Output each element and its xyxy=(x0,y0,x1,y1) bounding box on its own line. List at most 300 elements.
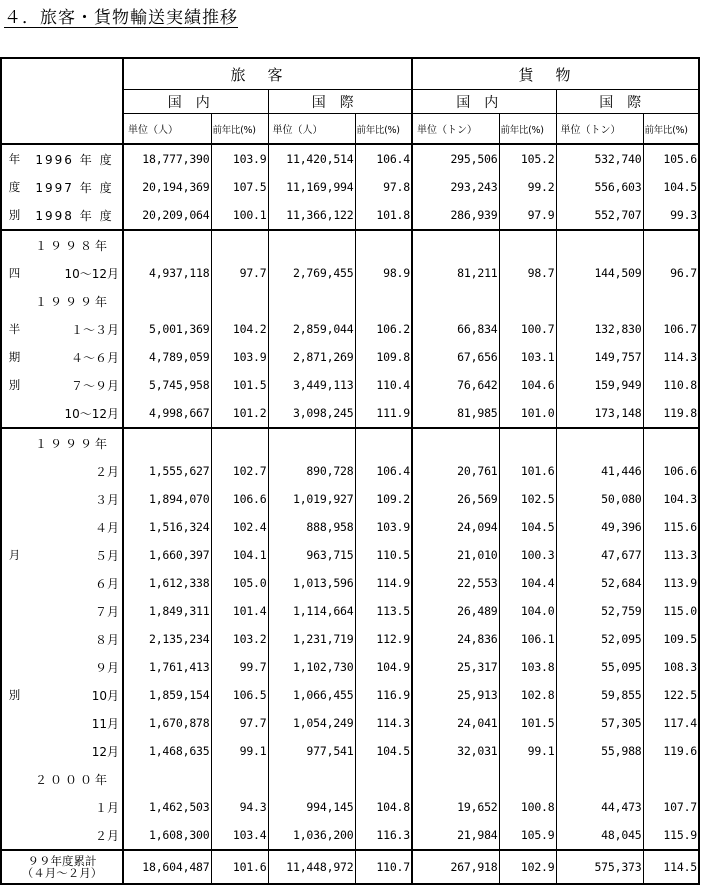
data-cell: 109.2 xyxy=(355,485,412,513)
data-cell xyxy=(123,428,211,457)
data-cell: 20,209,064 xyxy=(123,201,211,230)
data-cell: 20,194,369 xyxy=(123,173,211,201)
data-cell: 1,608,300 xyxy=(123,821,211,850)
data-cell: 100.8 xyxy=(499,793,556,821)
data-cell: 103.1 xyxy=(499,343,556,371)
data-cell xyxy=(556,287,643,315)
data-cell xyxy=(123,287,211,315)
data-cell: 2,859,044 xyxy=(268,315,355,343)
data-cell: 1,516,324 xyxy=(123,513,211,541)
corner-cell xyxy=(1,58,123,144)
data-cell: 66,834 xyxy=(412,315,499,343)
data-cell: 104.8 xyxy=(355,793,412,821)
data-cell: 2,135,234 xyxy=(123,625,211,653)
data-cell: 114.3 xyxy=(643,343,699,371)
data-cell: 99.7 xyxy=(211,653,268,681)
total-label-line2: （４月～２月） xyxy=(21,866,103,880)
data-cell: 286,939 xyxy=(412,201,499,230)
data-cell: 119.6 xyxy=(643,737,699,765)
total-label-line1: ９９年度累計 xyxy=(27,854,97,868)
data-cell: 108.3 xyxy=(643,653,699,681)
table-row xyxy=(1,681,699,709)
data-cell xyxy=(643,287,699,315)
data-cell xyxy=(123,230,211,259)
yoy-header: 前年比(%) xyxy=(211,114,268,145)
data-cell: 1,231,719 xyxy=(268,625,355,653)
data-cell: 103.4 xyxy=(211,821,268,850)
data-cell xyxy=(412,230,499,259)
data-cell xyxy=(556,765,643,793)
data-cell: 11,169,994 xyxy=(268,173,355,201)
data-cell: 109.5 xyxy=(643,625,699,653)
row-label: ４～６月 xyxy=(27,343,123,371)
data-cell: 122.5 xyxy=(643,681,699,709)
data-cell: 102.4 xyxy=(211,513,268,541)
data-cell: 96.7 xyxy=(643,259,699,287)
data-cell: 110.8 xyxy=(643,371,699,399)
table-row xyxy=(1,343,699,371)
data-cell: 113.9 xyxy=(643,569,699,597)
data-cell xyxy=(499,287,556,315)
table-row xyxy=(1,569,699,597)
data-cell: 18,604,487 xyxy=(123,850,211,884)
data-cell: 106.5 xyxy=(211,681,268,709)
data-cell xyxy=(268,230,355,259)
table-row xyxy=(1,144,699,173)
total-row xyxy=(1,850,699,884)
table-row xyxy=(1,287,699,315)
data-cell: 44,473 xyxy=(556,793,643,821)
table-row xyxy=(1,513,699,541)
data-cell: 101.6 xyxy=(499,457,556,485)
data-cell: 11,448,972 xyxy=(268,850,355,884)
data-cell: 55,988 xyxy=(556,737,643,765)
category-char xyxy=(1,399,27,428)
page-title: ４．旅客・貨物輸送実績推移 xyxy=(4,8,238,28)
category-char xyxy=(1,653,27,681)
data-cell: 104.5 xyxy=(499,513,556,541)
data-cell xyxy=(499,428,556,457)
row-label: 1997 年 度 xyxy=(27,173,123,201)
data-cell: 104.5 xyxy=(643,173,699,201)
row-label: ２月 xyxy=(27,821,123,850)
table-row xyxy=(1,315,699,343)
category-char xyxy=(1,230,27,259)
data-cell: 22,553 xyxy=(412,569,499,597)
category-char xyxy=(1,457,27,485)
data-cell: 116.3 xyxy=(355,821,412,850)
data-cell: 1,660,397 xyxy=(123,541,211,569)
data-cell xyxy=(123,765,211,793)
category-char xyxy=(1,793,27,821)
data-cell: 532,740 xyxy=(556,144,643,173)
data-cell xyxy=(355,765,412,793)
data-cell: 5,001,369 xyxy=(123,315,211,343)
data-cell: 114.9 xyxy=(355,569,412,597)
data-cell: 26,489 xyxy=(412,597,499,625)
data-cell: 552,707 xyxy=(556,201,643,230)
data-cell: 100.7 xyxy=(499,315,556,343)
table-row xyxy=(1,737,699,765)
data-cell xyxy=(643,765,699,793)
category-char xyxy=(1,625,27,653)
row-label: ２月 xyxy=(27,457,123,485)
data-cell: 3,449,113 xyxy=(268,371,355,399)
data-cell xyxy=(211,765,268,793)
cargo-header: 貨物 xyxy=(412,58,699,90)
data-cell: 101.8 xyxy=(355,201,412,230)
data-cell: 132,830 xyxy=(556,315,643,343)
data-cell: 105.2 xyxy=(499,144,556,173)
row-label: １～３月 xyxy=(27,315,123,343)
row-label: 1996 年 度 xyxy=(27,144,123,173)
data-cell: 293,243 xyxy=(412,173,499,201)
table-row xyxy=(1,371,699,399)
data-cell: 1,054,249 xyxy=(268,709,355,737)
data-cell xyxy=(643,230,699,259)
unit-header: 単位（人） xyxy=(268,114,355,145)
data-cell: 99.1 xyxy=(211,737,268,765)
passenger-domestic-header: 国内 xyxy=(123,90,268,114)
table-row xyxy=(1,821,699,850)
data-cell: 104.0 xyxy=(499,597,556,625)
data-cell: 104.4 xyxy=(499,569,556,597)
data-cell: 1,019,927 xyxy=(268,485,355,513)
data-cell: 102.5 xyxy=(499,485,556,513)
data-cell: 99.3 xyxy=(643,201,699,230)
data-cell: 117.4 xyxy=(643,709,699,737)
data-cell: 1,468,635 xyxy=(123,737,211,765)
passenger-header: 旅客 xyxy=(123,58,412,90)
data-cell: 99.2 xyxy=(499,173,556,201)
data-cell: 994,145 xyxy=(268,793,355,821)
data-cell: 101.6 xyxy=(211,850,268,884)
unit-header: 単位（トン） xyxy=(412,114,499,145)
category-char xyxy=(1,597,27,625)
row-label: 10月 xyxy=(27,681,123,709)
data-cell: 4,937,118 xyxy=(123,259,211,287)
data-cell: 97.7 xyxy=(211,259,268,287)
data-cell: 81,985 xyxy=(412,399,499,428)
data-cell: 114.3 xyxy=(355,709,412,737)
data-cell: 1,102,730 xyxy=(268,653,355,681)
row-label: １９９８年 xyxy=(27,230,123,259)
data-cell: 111.9 xyxy=(355,399,412,428)
row-label: ８月 xyxy=(27,625,123,653)
data-cell: 98.7 xyxy=(499,259,556,287)
data-cell xyxy=(211,287,268,315)
data-cell: 107.7 xyxy=(643,793,699,821)
data-cell: 106.2 xyxy=(355,315,412,343)
data-cell: 76,642 xyxy=(412,371,499,399)
data-cell: 4,789,059 xyxy=(123,343,211,371)
data-cell: 102.8 xyxy=(499,681,556,709)
data-cell: 890,728 xyxy=(268,457,355,485)
table-row xyxy=(1,457,699,485)
data-cell: 21,010 xyxy=(412,541,499,569)
row-label: １９９９年 xyxy=(27,428,123,457)
data-cell: 67,656 xyxy=(412,343,499,371)
category-char: 度 xyxy=(1,173,27,201)
data-cell xyxy=(355,428,412,457)
data-cell: 1,013,596 xyxy=(268,569,355,597)
table-row xyxy=(1,485,699,513)
data-cell: 295,506 xyxy=(412,144,499,173)
data-cell: 115.0 xyxy=(643,597,699,625)
data-cell: 103.9 xyxy=(211,144,268,173)
row-label: ５月 xyxy=(27,541,123,569)
data-cell: 101.5 xyxy=(499,709,556,737)
table-row xyxy=(1,230,699,259)
row-label: 10～12月 xyxy=(27,259,123,287)
table-row xyxy=(1,173,699,201)
data-cell: 119.8 xyxy=(643,399,699,428)
data-cell: 41,446 xyxy=(556,457,643,485)
unit-header: 単位（トン） xyxy=(556,114,643,145)
data-cell: 888,958 xyxy=(268,513,355,541)
data-cell xyxy=(211,230,268,259)
data-cell xyxy=(268,287,355,315)
row-label: ７月 xyxy=(27,597,123,625)
table-row xyxy=(1,625,699,653)
data-cell: 105.0 xyxy=(211,569,268,597)
data-cell: 97.8 xyxy=(355,173,412,201)
category-char xyxy=(1,513,27,541)
category-char xyxy=(1,287,27,315)
data-cell: 106.6 xyxy=(643,457,699,485)
data-cell xyxy=(499,765,556,793)
data-cell: 104.6 xyxy=(499,371,556,399)
data-cell: 110.5 xyxy=(355,541,412,569)
data-cell: 101.2 xyxy=(211,399,268,428)
row-label: ９月 xyxy=(27,653,123,681)
data-cell: 103.9 xyxy=(355,513,412,541)
data-cell: 1,894,070 xyxy=(123,485,211,513)
data-cell xyxy=(499,230,556,259)
data-cell: 98.9 xyxy=(355,259,412,287)
table-row xyxy=(1,765,699,793)
data-cell: 97.9 xyxy=(499,201,556,230)
data-cell: 556,603 xyxy=(556,173,643,201)
data-cell xyxy=(211,428,268,457)
data-cell: 963,715 xyxy=(268,541,355,569)
data-cell: 116.9 xyxy=(355,681,412,709)
data-cell: 1,036,200 xyxy=(268,821,355,850)
data-cell: 103.8 xyxy=(499,653,556,681)
data-cell: 977,541 xyxy=(268,737,355,765)
row-label: ６月 xyxy=(27,569,123,597)
row-label: ２０００年 xyxy=(27,765,123,793)
data-cell: 106.1 xyxy=(499,625,556,653)
category-char xyxy=(1,569,27,597)
data-cell: 18,777,390 xyxy=(123,144,211,173)
data-cell: 2,769,455 xyxy=(268,259,355,287)
data-cell: 48,045 xyxy=(556,821,643,850)
data-cell xyxy=(556,428,643,457)
data-cell: 104.9 xyxy=(355,653,412,681)
table-row xyxy=(1,541,699,569)
data-cell: 1,670,878 xyxy=(123,709,211,737)
category-char: 別 xyxy=(1,681,27,709)
data-cell: 101.4 xyxy=(211,597,268,625)
table-row xyxy=(1,597,699,625)
data-cell: 52,095 xyxy=(556,625,643,653)
category-char: 年 xyxy=(1,144,27,173)
category-char xyxy=(1,737,27,765)
data-cell: 104.3 xyxy=(643,485,699,513)
table-row xyxy=(1,201,699,230)
data-cell: 4,998,667 xyxy=(123,399,211,428)
table-row xyxy=(1,793,699,821)
data-cell: 32,031 xyxy=(412,737,499,765)
data-cell: 575,373 xyxy=(556,850,643,884)
data-cell: 1,066,455 xyxy=(268,681,355,709)
category-char: 月 xyxy=(1,541,27,569)
data-cell: 112.9 xyxy=(355,625,412,653)
row-label: 1998 年 度 xyxy=(27,201,123,230)
data-cell: 115.9 xyxy=(643,821,699,850)
data-cell: 103.9 xyxy=(211,343,268,371)
yoy-header: 前年比(%) xyxy=(643,114,699,145)
data-cell xyxy=(412,765,499,793)
data-cell: 49,396 xyxy=(556,513,643,541)
data-cell: 57,305 xyxy=(556,709,643,737)
data-cell: 113.3 xyxy=(643,541,699,569)
row-label: ３月 xyxy=(27,485,123,513)
transport-results-table xyxy=(0,57,700,885)
row-label: 12月 xyxy=(27,737,123,765)
category-char xyxy=(1,821,27,850)
data-cell xyxy=(268,428,355,457)
data-cell: 3,098,245 xyxy=(268,399,355,428)
total-label xyxy=(1,850,123,884)
data-cell: 1,612,338 xyxy=(123,569,211,597)
category-char: 期 xyxy=(1,343,27,371)
data-cell: 159,949 xyxy=(556,371,643,399)
data-cell xyxy=(268,765,355,793)
data-cell: 105.6 xyxy=(643,144,699,173)
data-cell: 267,918 xyxy=(412,850,499,884)
data-cell: 101.0 xyxy=(499,399,556,428)
data-cell: 52,759 xyxy=(556,597,643,625)
data-cell: 26,569 xyxy=(412,485,499,513)
data-cell: 25,913 xyxy=(412,681,499,709)
data-cell: 149,757 xyxy=(556,343,643,371)
data-cell: 55,095 xyxy=(556,653,643,681)
data-cell: 81,211 xyxy=(412,259,499,287)
data-cell: 52,684 xyxy=(556,569,643,597)
data-cell: 5,745,958 xyxy=(123,371,211,399)
data-cell: 102.7 xyxy=(211,457,268,485)
data-cell: 47,677 xyxy=(556,541,643,569)
data-cell: 105.9 xyxy=(499,821,556,850)
data-cell: 1,859,154 xyxy=(123,681,211,709)
data-cell: 110.4 xyxy=(355,371,412,399)
row-label: ４月 xyxy=(27,513,123,541)
data-cell: 113.5 xyxy=(355,597,412,625)
data-cell: 106.4 xyxy=(355,144,412,173)
data-cell: 24,094 xyxy=(412,513,499,541)
row-label: １月 xyxy=(27,793,123,821)
category-char: 別 xyxy=(1,201,27,230)
data-cell: 2,871,269 xyxy=(268,343,355,371)
data-cell: 1,462,503 xyxy=(123,793,211,821)
data-cell: 25,317 xyxy=(412,653,499,681)
row-label: 10～12月 xyxy=(27,399,123,428)
data-cell: 11,366,122 xyxy=(268,201,355,230)
data-cell: 107.5 xyxy=(211,173,268,201)
yoy-header: 前年比(%) xyxy=(499,114,556,145)
category-char: 四 xyxy=(1,259,27,287)
data-cell: 100.1 xyxy=(211,201,268,230)
data-cell: 94.3 xyxy=(211,793,268,821)
data-cell xyxy=(355,287,412,315)
data-cell: 114.5 xyxy=(643,850,699,884)
yoy-header: 前年比(%) xyxy=(355,114,412,145)
data-cell: 59,855 xyxy=(556,681,643,709)
table-row xyxy=(1,259,699,287)
data-cell: 1,849,311 xyxy=(123,597,211,625)
table-row xyxy=(1,428,699,457)
data-cell xyxy=(412,428,499,457)
data-cell: 102.9 xyxy=(499,850,556,884)
data-cell: 21,984 xyxy=(412,821,499,850)
data-cell: 115.6 xyxy=(643,513,699,541)
row-label: 11月 xyxy=(27,709,123,737)
data-cell: 99.1 xyxy=(499,737,556,765)
data-cell: 144,509 xyxy=(556,259,643,287)
data-cell: 110.7 xyxy=(355,850,412,884)
data-cell: 11,420,514 xyxy=(268,144,355,173)
data-cell xyxy=(643,428,699,457)
data-cell: 173,148 xyxy=(556,399,643,428)
data-cell: 50,080 xyxy=(556,485,643,513)
data-cell: 106.7 xyxy=(643,315,699,343)
data-cell: 1,555,627 xyxy=(123,457,211,485)
row-label: ７～９月 xyxy=(27,371,123,399)
data-cell: 104.5 xyxy=(355,737,412,765)
data-cell: 103.2 xyxy=(211,625,268,653)
data-cell: 24,836 xyxy=(412,625,499,653)
unit-header: 単位（人） xyxy=(123,114,211,145)
category-char xyxy=(1,709,27,737)
table-row xyxy=(1,653,699,681)
data-cell: 1,761,413 xyxy=(123,653,211,681)
table-row xyxy=(1,709,699,737)
category-char: 半 xyxy=(1,315,27,343)
data-cell: 101.5 xyxy=(211,371,268,399)
table-row xyxy=(1,399,699,428)
table-body xyxy=(1,144,699,884)
data-cell: 19,652 xyxy=(412,793,499,821)
data-cell: 109.8 xyxy=(355,343,412,371)
cargo-domestic-header: 国内 xyxy=(412,90,556,114)
data-cell: 106.6 xyxy=(211,485,268,513)
passenger-international-header: 国際 xyxy=(268,90,412,114)
data-cell: 24,041 xyxy=(412,709,499,737)
data-cell: 100.3 xyxy=(499,541,556,569)
cargo-international-header: 国際 xyxy=(556,90,699,114)
category-char xyxy=(1,765,27,793)
data-cell: 97.7 xyxy=(211,709,268,737)
data-cell xyxy=(355,230,412,259)
data-cell xyxy=(556,230,643,259)
data-cell: 1,114,664 xyxy=(268,597,355,625)
data-cell: 104.1 xyxy=(211,541,268,569)
row-label: １９９９年 xyxy=(27,287,123,315)
category-char: 別 xyxy=(1,371,27,399)
data-cell xyxy=(412,287,499,315)
